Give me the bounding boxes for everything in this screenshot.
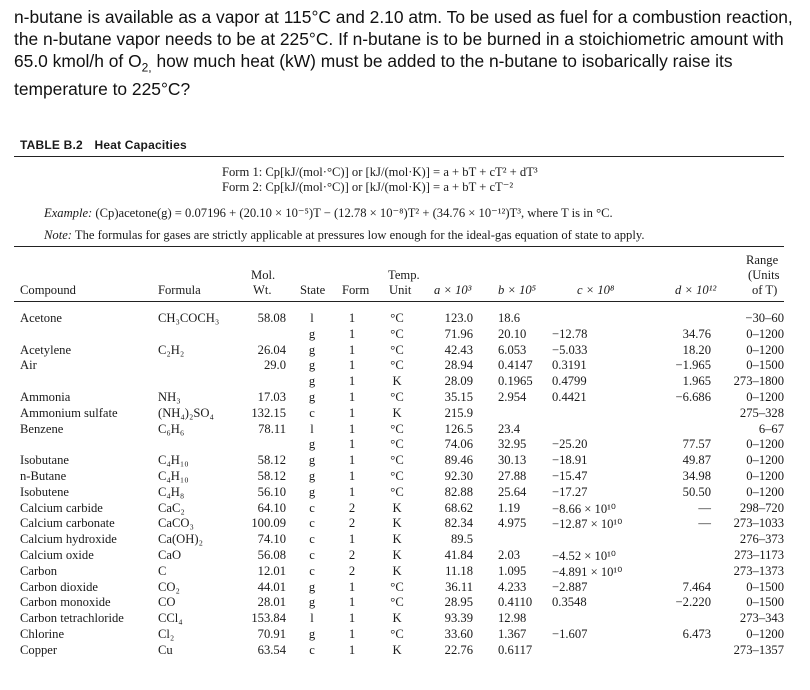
cell-c: 0.3548 xyxy=(552,595,587,610)
cell-c: −1.607 xyxy=(552,627,588,641)
form-2-equation: Form 2: Cp[kJ/(mol·°C)] or [kJ/(mol·K)] = a + bT + cT⁻² xyxy=(222,180,514,194)
header-range-2: (Units xyxy=(748,268,780,282)
cell-a: 28.09 xyxy=(444,374,473,389)
table-name: Heat Capacities xyxy=(94,138,187,152)
rule-header-top xyxy=(14,246,784,247)
cell-a: 28.94 xyxy=(444,358,473,373)
cell-range: 0–1200 xyxy=(746,342,784,357)
cell-mw: 58.12 xyxy=(257,453,286,468)
cell-a: 215.9 xyxy=(444,405,473,420)
cell-form: 2 xyxy=(348,563,356,578)
cell-mw: 132.15 xyxy=(251,405,286,420)
header-temp-2: Unit xyxy=(389,283,412,297)
cell-formula: CO₂ xyxy=(158,579,180,594)
cell-mw: 63.54 xyxy=(257,642,286,657)
cell-form: 1 xyxy=(348,642,356,657)
cell-state: c xyxy=(309,500,315,515)
cell-range: 0–1200 xyxy=(746,453,784,468)
cell-mw: 100.09 xyxy=(251,516,286,531)
cell-formula: C₄H₁₀ xyxy=(158,453,189,468)
cell-unit: K xyxy=(392,642,402,657)
cell-compound: Calcium hydroxide xyxy=(20,532,117,547)
cell-range: 0–1200 xyxy=(746,484,784,499)
cell-mw: 56.08 xyxy=(257,548,286,562)
cell-state: l xyxy=(310,421,314,436)
cell-form: 1 xyxy=(348,405,356,420)
cell-state: c xyxy=(309,563,315,578)
cell-form: 1 xyxy=(348,421,356,436)
cell-state: c xyxy=(309,516,315,531)
question-part-1: n-butane is available as a vapor at 115°C and 2.10 atm. To be used as fuel for a combustion reaction, the n-butane vapor needs to be at 225°C. If n-butane is to be burned in a stoichiometric amount with 65.0 kmol/h of O xyxy=(14,7,793,71)
cell-mw: 44.01 xyxy=(257,579,286,594)
cell-compound: Ammonium sulfate xyxy=(20,405,118,420)
cell-b: 4.975 xyxy=(498,516,527,531)
cell-unit: °C xyxy=(390,627,404,641)
cell-compound: Chlorine xyxy=(20,627,65,641)
cell-b: 2.954 xyxy=(498,390,527,404)
cell-state: c xyxy=(309,642,315,657)
cell-unit: °C xyxy=(390,437,404,452)
cell-state: g xyxy=(308,595,316,610)
cell-compound: Acetone xyxy=(20,311,62,325)
cell-a: 41.84 xyxy=(444,548,473,562)
header-form: Form xyxy=(342,283,370,297)
cell-mw: 78.11 xyxy=(258,421,286,436)
cell-a: 35.15 xyxy=(444,390,473,404)
cell-compound: Isobutane xyxy=(20,453,69,468)
cell-a: 82.34 xyxy=(444,516,473,531)
cell-b: 0.6117 xyxy=(498,642,533,657)
cell-state: c xyxy=(309,548,315,562)
cell-b: 18.6 xyxy=(498,311,521,325)
cell-mw: 26.04 xyxy=(257,342,286,357)
cell-unit: °C xyxy=(390,469,404,483)
cell-state: g xyxy=(308,627,316,641)
cell-mw: 12.01 xyxy=(257,563,286,578)
question-subscript: 2, xyxy=(141,60,152,75)
cell-d: 6.473 xyxy=(682,627,711,641)
cell-c: 0.4799 xyxy=(552,374,587,389)
cell-d: −2.220 xyxy=(675,595,711,610)
cell-a: 93.39 xyxy=(444,611,473,626)
cell-a: 68.62 xyxy=(444,500,473,515)
table-number: TABLE B.2 xyxy=(20,138,83,152)
cell-a: 71.96 xyxy=(444,326,473,341)
header-mol-wt-2: Wt. xyxy=(253,283,272,297)
cell-c: −18.91 xyxy=(552,453,588,468)
header-mol-wt-1: Mol. xyxy=(251,268,276,282)
cell-d: −1.965 xyxy=(675,358,711,373)
cell-d: 50.50 xyxy=(682,484,711,499)
cell-compound: Calcium oxide xyxy=(20,548,94,562)
cell-c: −4.52 × 10¹⁰ xyxy=(552,549,616,563)
cell-formula: Cl₂ xyxy=(158,627,175,641)
cell-form: 1 xyxy=(348,532,356,547)
cell-c: −25.20 xyxy=(552,437,588,452)
cell-form: 1 xyxy=(348,358,356,373)
cell-c: −17.27 xyxy=(552,484,588,499)
rule-top xyxy=(14,156,784,157)
cell-b: 0.1965 xyxy=(498,374,533,389)
cell-a: 123.0 xyxy=(444,311,473,325)
question-part-2: how much heat (kW) must be added to the n-butane to isobarically raise its temperature to 225°C? xyxy=(14,51,733,100)
cell-mw: 153.84 xyxy=(251,611,286,626)
cell-c: −2.887 xyxy=(552,579,588,594)
cell-formula: CCl₄ xyxy=(158,611,183,626)
cell-c: −12.87 × 10¹⁰ xyxy=(552,517,623,532)
cell-formula: CO xyxy=(158,595,176,610)
cell-b: 23.4 xyxy=(498,421,521,436)
cell-d: −6.686 xyxy=(675,390,711,404)
cell-form: 1 xyxy=(348,595,356,610)
cell-state: g xyxy=(308,326,316,341)
cell-b: 0.4147 xyxy=(498,358,533,373)
header-temp-1: Temp. xyxy=(388,268,420,282)
cell-b: 1.19 xyxy=(498,500,521,515)
cell-a: 74.06 xyxy=(444,437,473,452)
cell-formula: CaO xyxy=(158,548,182,562)
cell-mw: 29.0 xyxy=(263,358,286,373)
cell-c: −5.033 xyxy=(552,342,588,357)
cell-unit: °C xyxy=(390,390,404,404)
cell-range: −30–60 xyxy=(745,311,784,325)
cell-compound: Carbon monoxide xyxy=(20,595,111,610)
cell-range: 273–1357 xyxy=(733,642,784,657)
cell-formula: C xyxy=(158,563,167,578)
cell-compound: Carbon tetrachloride xyxy=(20,611,124,626)
header-d: d × 10¹² xyxy=(675,283,717,297)
note-line xyxy=(44,228,644,243)
cell-range: 0–1500 xyxy=(746,579,784,594)
cell-b: 1.367 xyxy=(498,627,527,641)
cell-a: 126.5 xyxy=(444,421,473,436)
cell-range: 273–1173 xyxy=(734,548,784,562)
example-text: (Cp)acetone(g) = 0.07196 + (20.10 × 10⁻⁵)T − (12.78 × 10⁻⁸)T² + (34.76 × 10⁻¹²)T³, where T is in °C. xyxy=(95,206,613,220)
cell-unit: K xyxy=(392,374,402,389)
cell-state: c xyxy=(309,405,315,420)
cell-formula: CH₃COCH₃ xyxy=(158,311,220,325)
cell-mw: 64.10 xyxy=(257,500,286,515)
cell-unit: °C xyxy=(390,595,404,610)
cell-a: 89.46 xyxy=(444,453,473,468)
cell-c: −4.891 × 10¹⁰ xyxy=(552,564,623,579)
cell-d: 34.98 xyxy=(682,469,711,483)
cell-range: 275–328 xyxy=(739,405,784,420)
cell-compound: n-Butane xyxy=(20,469,67,483)
cell-state: g xyxy=(308,342,316,357)
header-b: b × 10⁵ xyxy=(498,283,537,297)
header-range-1: Range xyxy=(746,253,779,267)
cell-mw: 28.01 xyxy=(257,595,286,610)
rule-header-bottom xyxy=(14,301,784,302)
cell-b: 32.95 xyxy=(498,437,527,452)
cell-form: 1 xyxy=(348,579,356,594)
cell-state: g xyxy=(308,453,316,468)
cell-range: 273–1033 xyxy=(733,516,784,531)
cell-unit: K xyxy=(392,548,402,562)
cell-b: 12.98 xyxy=(498,611,527,626)
example-label: Example: xyxy=(44,206,93,220)
cell-unit: K xyxy=(392,563,402,578)
cell-b: 0.4110 xyxy=(498,595,533,610)
cell-c: −12.78 xyxy=(552,326,588,341)
cell-range: 273–1373 xyxy=(733,563,784,578)
cell-range: 0–1200 xyxy=(746,437,784,452)
cell-state: g xyxy=(308,579,316,594)
cell-a: 11.18 xyxy=(445,563,473,578)
cell-form: 1 xyxy=(348,484,356,499)
cell-formula: CaCO₃ xyxy=(158,516,194,531)
cell-formula: C₄H₁₀ xyxy=(158,469,189,483)
cell-d: 49.87 xyxy=(682,453,711,468)
cell-compound: Isobutene xyxy=(20,484,69,499)
cell-formula: C₆H₆ xyxy=(158,421,185,436)
cell-state: g xyxy=(308,469,316,483)
cell-range: 273–1800 xyxy=(733,374,784,389)
cell-a: 89.5 xyxy=(450,532,473,547)
cell-formula: CaC₂ xyxy=(158,500,185,515)
cell-state: g xyxy=(308,437,316,452)
cell-unit: °C xyxy=(390,421,404,436)
cell-d: 77.57 xyxy=(682,437,711,452)
cell-c: 0.3191 xyxy=(552,358,587,373)
note-text: The formulas for gases are strictly applicable at pressures low enough for the ideal-gas equation of state to apply. xyxy=(74,228,645,242)
cell-d: 18.20 xyxy=(682,342,711,357)
cell-formula: Cu xyxy=(158,642,173,657)
cell-form: 1 xyxy=(348,311,356,325)
header-compound: Compound xyxy=(20,283,76,297)
cell-compound: Ammonia xyxy=(20,390,71,404)
form-1-equation: Form 1: Cp[kJ/(mol·°C)] or [kJ/(mol·K)] = a + bT + cT² + dT³ xyxy=(222,165,538,179)
cell-compound: Copper xyxy=(20,642,58,657)
cell-form: 1 xyxy=(348,437,356,452)
cell-form: 1 xyxy=(348,342,356,357)
cell-compound: Calcium carbide xyxy=(20,500,103,515)
cell-mw: 58.08 xyxy=(257,311,286,325)
cell-a: 22.76 xyxy=(444,642,473,657)
cell-range: 0–1200 xyxy=(746,469,784,483)
cell-formula: Ca(OH)₂ xyxy=(158,532,203,547)
example-line xyxy=(44,205,613,221)
cell-b: 4.233 xyxy=(498,579,527,594)
cell-unit: °C xyxy=(390,311,404,325)
cell-compound: Calcium carbonate xyxy=(20,516,115,531)
cell-state: c xyxy=(309,532,315,547)
cell-mw: 58.12 xyxy=(257,469,286,483)
cell-d: — xyxy=(698,516,711,531)
cell-form: 2 xyxy=(348,500,356,515)
header-formula: Formula xyxy=(158,283,201,297)
cell-mw: 17.03 xyxy=(257,390,286,404)
cell-c: 0.4421 xyxy=(552,390,587,404)
cell-compound: Air xyxy=(20,358,37,373)
cell-range: 0–1500 xyxy=(746,595,784,610)
cell-a: 42.43 xyxy=(444,342,473,357)
cell-formula: (NH₄)₂SO₄ xyxy=(158,405,214,420)
cell-range: 0–1200 xyxy=(746,326,784,341)
cell-d: 1.965 xyxy=(682,374,711,389)
cell-state: g xyxy=(308,374,316,389)
cell-unit: °C xyxy=(390,358,404,373)
cell-range: 0–1200 xyxy=(746,627,784,641)
cell-c: −8.66 × 10¹⁰ xyxy=(552,501,616,516)
header-range-3: of T) xyxy=(752,283,778,297)
cell-range: 276–373 xyxy=(739,532,784,547)
cell-form: 1 xyxy=(348,326,356,341)
cell-d: — xyxy=(698,500,711,515)
cell-form: 1 xyxy=(348,611,356,626)
cell-form: 2 xyxy=(348,548,356,562)
cell-d: 34.76 xyxy=(682,326,711,341)
cell-state: l xyxy=(310,311,314,325)
cell-b: 30.13 xyxy=(498,453,527,468)
cell-b: 20.10 xyxy=(498,326,527,341)
cell-unit: °C xyxy=(390,453,404,468)
cell-form: 2 xyxy=(348,516,356,531)
cell-unit: °C xyxy=(390,326,404,341)
cell-compound: Carbon xyxy=(20,563,58,578)
cell-mw: 56.10 xyxy=(257,484,286,499)
cell-c: −15.47 xyxy=(552,469,588,483)
cell-a: 28.95 xyxy=(444,595,473,610)
cell-unit: °C xyxy=(390,484,404,499)
cell-range: 298–720 xyxy=(739,500,784,515)
note-label: Note: xyxy=(44,228,72,242)
cell-unit: K xyxy=(392,500,402,515)
cell-d: 7.464 xyxy=(682,579,711,594)
cell-a: 92.30 xyxy=(444,469,473,483)
cell-a: 33.60 xyxy=(444,627,473,641)
cell-compound: Acetylene xyxy=(20,342,72,357)
cell-a: 82.88 xyxy=(444,484,473,499)
table-title xyxy=(20,138,187,152)
cell-unit: K xyxy=(392,405,402,420)
header-c: c × 10⁸ xyxy=(577,283,615,297)
cell-b: 1.095 xyxy=(498,563,527,578)
cell-state: l xyxy=(310,611,314,626)
cell-formula: C₂H₂ xyxy=(158,342,185,357)
header-state: State xyxy=(300,283,326,297)
cell-form: 1 xyxy=(348,453,356,468)
cell-range: 6–67 xyxy=(758,421,784,436)
cell-unit: K xyxy=(392,516,402,531)
cell-compound: Benzene xyxy=(20,421,64,436)
cell-b: 27.88 xyxy=(498,469,527,483)
cell-b: 6.053 xyxy=(498,342,527,357)
cell-form: 1 xyxy=(348,469,356,483)
cell-formula: NH₃ xyxy=(158,390,181,404)
cell-unit: °C xyxy=(390,342,404,357)
cell-b: 2.03 xyxy=(498,548,521,562)
cell-a: 36.11 xyxy=(445,579,473,594)
cell-b: 25.64 xyxy=(498,484,527,499)
cell-formula: C₄H₈ xyxy=(158,484,185,499)
question-text xyxy=(14,6,794,100)
cell-unit: K xyxy=(392,532,402,547)
cell-state: g xyxy=(308,358,316,373)
cell-state: g xyxy=(308,484,316,499)
cell-range: 0–1500 xyxy=(746,358,784,373)
cell-form: 1 xyxy=(348,627,356,641)
cell-compound: Carbon dioxide xyxy=(20,579,98,594)
cell-form: 1 xyxy=(348,374,356,389)
cell-mw: 70.91 xyxy=(257,627,286,641)
cell-state: g xyxy=(308,390,316,404)
form-equations xyxy=(222,165,538,195)
header-a: a × 10³ xyxy=(434,283,472,297)
cell-unit: °C xyxy=(390,579,404,594)
cell-range: 0–1200 xyxy=(746,390,784,404)
cell-mw: 74.10 xyxy=(257,532,286,547)
cell-range: 273–343 xyxy=(739,611,784,626)
cell-unit: K xyxy=(392,611,402,626)
cell-form: 1 xyxy=(348,390,356,404)
